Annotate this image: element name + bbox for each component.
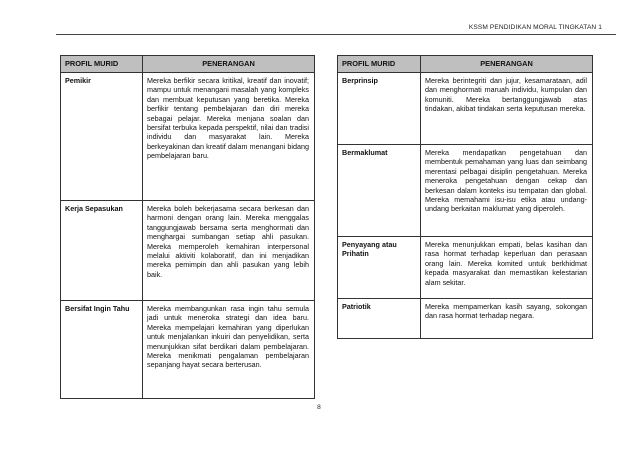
table-row (61, 301, 315, 399)
table-row (338, 73, 593, 145)
profile-description: Mereka mempamerkan kasih sayang, sokongan dan rasa hormat terhadap negara. (421, 299, 593, 339)
running-header: KSSM PENDIDIKAN MORAL TINGKATAN 1 (468, 24, 602, 31)
column-header-profile: PROFIL MURID (61, 56, 143, 73)
profile-description: Mereka menunjukkan empati, belas kasihan dan rasa hormat terhadap keperluan dan perasaan orang lain. Mereka komited untuk berkhidmat kepada masyarakat dan memastikan kelestarian alam sekitar. (421, 237, 593, 299)
profile-name: Pemikir (61, 73, 143, 201)
profile-name: Penyayang atau Prihatin (338, 237, 421, 299)
profile-name: Patriotik (338, 299, 421, 339)
column-header-profile: PROFIL MURID (338, 56, 421, 73)
profile-description: Mereka berfikir secara kritikal, kreatif dan inovatif; mampu untuk menangani masalah yang kompleks dan membuat keputusan yang beretika. Mereka berfikir tentang pembelajaran dan diri mereka sebagai pelajar. Mereka menjana soalan dan bersifat terbuka kepada perspektif, nilai dan tradisi individu dan masyarakat lain. Mereka berkeyakinan dan kreatif dalam menangani bidang pembelajaran baru. (143, 73, 315, 201)
table-row (61, 201, 315, 301)
table-row (338, 145, 593, 237)
table-row (338, 237, 593, 299)
profile-name: Kerja Sepasukan (61, 201, 143, 301)
table-header-row (338, 56, 593, 73)
column-header-description: PENERANGAN (421, 56, 593, 73)
profile-description: Mereka mendapatkan pengetahuan dan membentuk pemahaman yang luas dan seimbang merentasi pelbagai disiplin pengetahuan. Mereka meneroka pengetahuan dengan cekap dan berkesan dalam konteks isu tempatan dan global. Mereka memahami isu-isu etika atau undang-undang berkaitan maklumat yang diperoleh. (421, 145, 593, 237)
profile-name: Bersifat Ingin Tahu (61, 301, 143, 399)
profile-name: Bermaklumat (338, 145, 421, 237)
column-header-description: PENERANGAN (143, 56, 315, 73)
header-rule (56, 34, 616, 35)
table-row (338, 299, 593, 339)
page-number: 8 (317, 404, 321, 411)
table-header-row (61, 56, 315, 73)
profile-description: Mereka membangunkan rasa ingin tahu semula jadi untuk meneroka strategi dan idea baru. Mereka mempelajari kemahiran yang diperlukan untuk menjalankan inkuiri dan penyelidikan, serta menunjukkan sifat berdikari dalam pembelajaran. Mereka menikmati pengalaman pembelajaran sepanjang hayat secara berterusan. (143, 301, 315, 399)
profile-description: Mereka boleh bekerjasama secara berkesan dan harmoni dengan orang lain. Mereka menggalas tanggungjawab bersama serta menghormati dan menghargai sumbangan setiap ahli pasukan. Mereka memperoleh kemahiran interpersonal melalui aktiviti kolaboratif, dan ini menjadikan mereka pemimpin dan ahli pasukan yang lebih baik. (143, 201, 315, 301)
profile-table-left (60, 55, 315, 399)
profile-name: Berprinsip (338, 73, 421, 145)
table-row (61, 73, 315, 201)
profile-description: Mereka berintegriti dan jujur, kesamarataan, adil dan menghormati maruah individu, kumpulan dan komuniti. Mereka bertanggungjawab atas tindakan, akibat tindakan serta keputusan mereka. (421, 73, 593, 145)
profile-table-right (337, 55, 593, 339)
